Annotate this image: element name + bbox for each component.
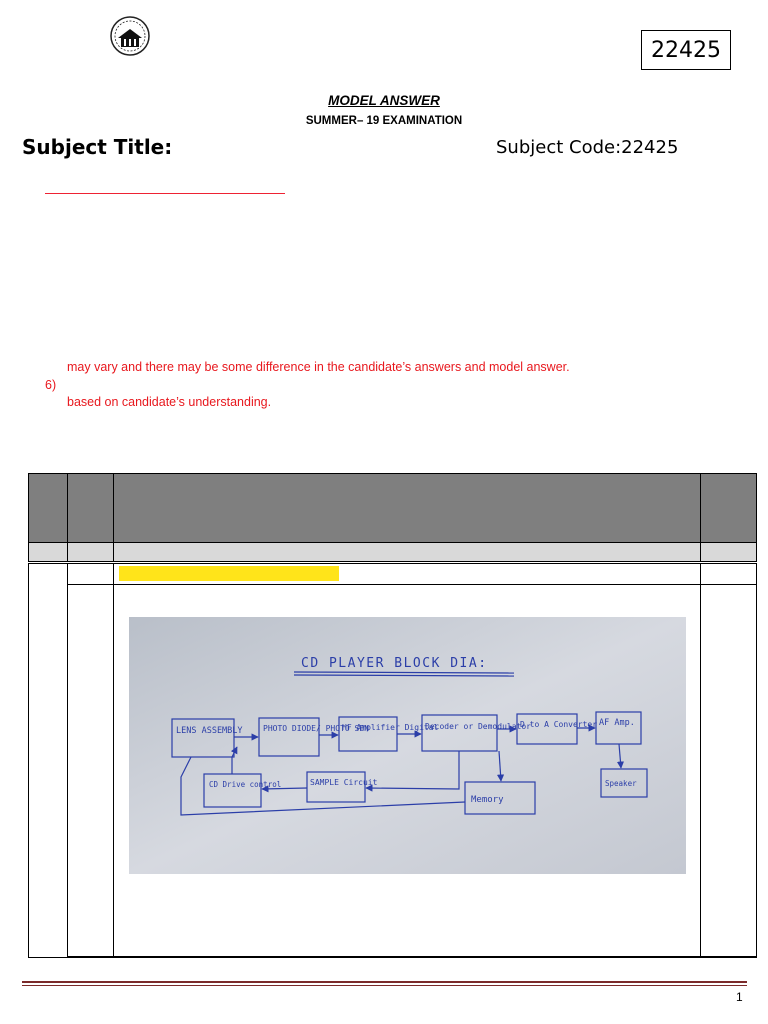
- highlighted-text: [119, 566, 339, 581]
- page-number: 1: [736, 990, 743, 1004]
- diagram-title: CD PLAYER BLOCK DIA:: [301, 656, 488, 671]
- block-cd: CD Drive control: [209, 780, 282, 789]
- table-row: [28, 542, 68, 562]
- block-speaker: Speaker: [605, 779, 637, 788]
- block-dto: D to A Converter: [520, 720, 598, 729]
- subject-code-box: 22425: [641, 30, 731, 70]
- institution-logo: [104, 14, 156, 58]
- table-cell: [67, 584, 114, 958]
- table-row: [67, 542, 114, 562]
- instruction-number: 6): [45, 378, 57, 392]
- table-row: [113, 542, 701, 562]
- footer-rule: [22, 985, 747, 986]
- cd-player-block-diagram: [129, 617, 686, 874]
- subject-title-label: Subject Title:: [22, 135, 173, 159]
- instruction-note-line: based on candidate’s understanding.: [67, 395, 272, 409]
- block-af: AF Amp.: [599, 718, 635, 728]
- red-underline: [45, 193, 285, 194]
- table-cell: [67, 563, 114, 585]
- footer-rule: [22, 981, 747, 983]
- block-decoder: Decoder or Demodulator: [425, 722, 531, 731]
- block-sample: SAMPLE Circuit: [310, 778, 378, 787]
- table-header-cell: [113, 473, 701, 543]
- subject-code-label: Subject Code:22425: [496, 137, 679, 158]
- block-memory: Memory: [471, 795, 504, 805]
- table-header-cell: [28, 473, 68, 543]
- table-header-cell: [67, 473, 114, 543]
- table-header-cell: [700, 473, 757, 543]
- table-cell: [700, 584, 757, 958]
- model-answer-heading: MODEL ANSWER: [328, 93, 440, 108]
- block-hf: HF Amplifier Digital: [342, 723, 439, 732]
- block-lens: LENS ASSEMBLY: [176, 726, 243, 736]
- table-cell: [28, 563, 68, 958]
- table-cell: [700, 563, 757, 585]
- table-row: [700, 542, 757, 562]
- instruction-note-line: may vary and there may be some difference in the candidate’s answers and model answer.: [67, 360, 570, 374]
- exam-session: SUMMER– 19 EXAMINATION: [305, 115, 463, 127]
- block-photo: PHOTO DIODE/ PHOTO SEN: [263, 724, 369, 733]
